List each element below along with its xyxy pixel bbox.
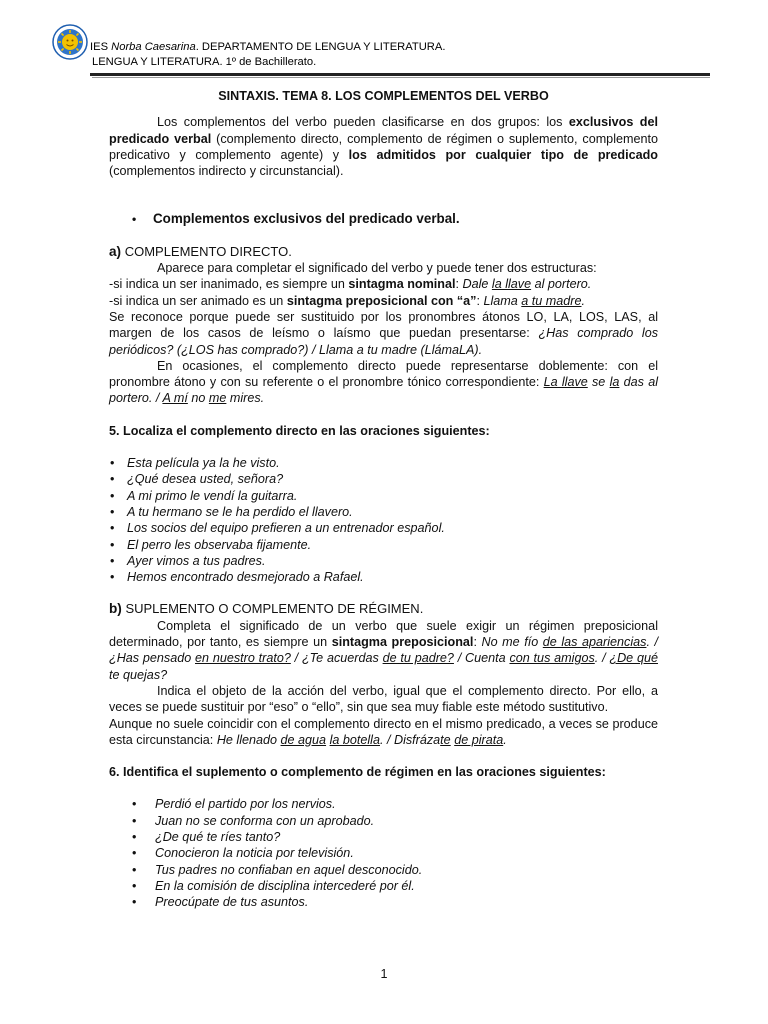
list-item: • A tu hermano se le ha perdido el llavero. [109, 504, 658, 520]
list-item: • Tus padres no confiaban en aquel desconocido. [109, 862, 658, 878]
exercise-5-list [109, 455, 658, 585]
list-item: • Perdió el partido por los nervios. [109, 796, 658, 812]
exercise-6-list [109, 796, 658, 910]
document-body [109, 88, 658, 910]
sup-paragraph-2: Indica el objeto de la acción del verbo, igual que el complemento directo. Por ello, a veces se puede sustituir por “eso” o “ello”, sin que sea muy fiable este método sustitutivo. [109, 683, 658, 715]
exercise-6-heading: 6. Identifica el suplemento o complemento de régimen en las oraciones siguientes: [109, 765, 606, 780]
school-logo-icon [52, 24, 88, 60]
list-item: • Esta película ya la he visto. [109, 455, 658, 471]
list-item: • Juan no se conforma con un aprobado. [109, 813, 658, 829]
cd-line-animate: -si indica un ser animado es un sintagma preposicional con “a”: Llama a tu madre. [109, 293, 585, 308]
exercise-5-heading: 5. Localiza el complemento directo en las oraciones siguientes: [109, 423, 490, 438]
header-course-line: LENGUA Y LITERATURA. 1º de Bachillerato. [92, 56, 317, 68]
page-header [90, 40, 445, 70]
list-item: • Conocieron la noticia por televisión. [109, 845, 658, 861]
cd-paragraph-1: Aparece para completar el significado del verbo y puede tener dos estructuras: [157, 261, 597, 276]
list-item: • ¿De qué te ríes tanto? [109, 829, 658, 845]
bullet-icon: • [132, 212, 137, 227]
list-item: • A mi primo le vendí la guitarra. [109, 488, 658, 504]
cd-line-inanimate: -si indica un ser inanimado, es siempre un sintagma nominal: Dale la llave al portero. [109, 277, 592, 292]
page-number: 1 [380, 967, 388, 981]
sup-heading: b) SUPLEMENTO O COMPLEMENTO DE RÉGIMEN. [109, 601, 424, 617]
list-item: • El perro les observaba fijamente. [109, 537, 658, 553]
list-item: • Hemos encontrado desmejorado a Rafael. [109, 569, 658, 585]
cd-paragraph-double: En ocasiones, el complemento directo puede representarse doblemente: con el pronombre átono y con su referente o el pronombre tónico correspondiente: La llave se la das al portero. / A mí no me mires. [109, 358, 658, 406]
sup-paragraph-1: Completa el significado de un verbo que suele exigir un régimen preposicional determinado, por tanto, es siempre un sintagma preposicional: No me fío de las apariencias. / ¿Has pensado en nuestro trato? / ¿Te acuerdas de tu padre? / Cuenta con tus amigos. / ¿De qué te quejas? [109, 618, 658, 682]
header-school-line [90, 40, 445, 55]
document-title: SINTAXIS. TEMA 8. LOS COMPLEMENTOS DEL VERBO [218, 89, 549, 103]
school-prefix: IES [90, 41, 112, 53]
department-name: . DEPARTAMENTO DE LENGUA Y LITERATURA. [195, 41, 446, 53]
cd-paragraph-pronouns: Se reconoce porque puede ser sustituido por los pronombres átonos LO, LA, LOS, LAS, al margen de los casos de leísmo o laísmo que puedan presentarse: ¿Has comprado los periódicos? (¿LOS has comprado?) / Llama a tu madre (LlámaLA). [109, 309, 659, 357]
list-item: • ¿Qué desea usted, señora? [109, 471, 658, 487]
header-divider [90, 73, 710, 76]
list-item: • Preocúpate de tus asuntos. [109, 894, 658, 910]
list-item: • En la comisión de disciplina intercederé por él. [109, 878, 658, 894]
intro-paragraph: Los complementos del verbo pueden clasificarse en dos grupos: los exclusivos del predicado verbal (complemento directo, complemento de régimen o suplemento, complemento predicativo y complemento agente) y los admitidos por cualquier tipo de predicado (complementos indirecto y circunstancial). [109, 115, 658, 179]
header-divider-thin [92, 77, 710, 78]
list-item: • Ayer vimos a tus padres. [109, 553, 658, 569]
list-item: • Los socios del equipo prefieren a un entrenador español. [109, 520, 658, 536]
section-heading-exclusive: • Complementos exclusivos del predicado verbal. [132, 211, 460, 227]
school-name: Norba Caesarina [111, 41, 196, 53]
sup-paragraph-3: Aunque no suele coincidir con el complemento directo en el mismo predicado, a veces se produce esta circunstancia: He llenado de agua la botella. / Disfrázate de pirata. [109, 716, 658, 747]
cd-heading: a) COMPLEMENTO DIRECTO. [109, 243, 292, 259]
